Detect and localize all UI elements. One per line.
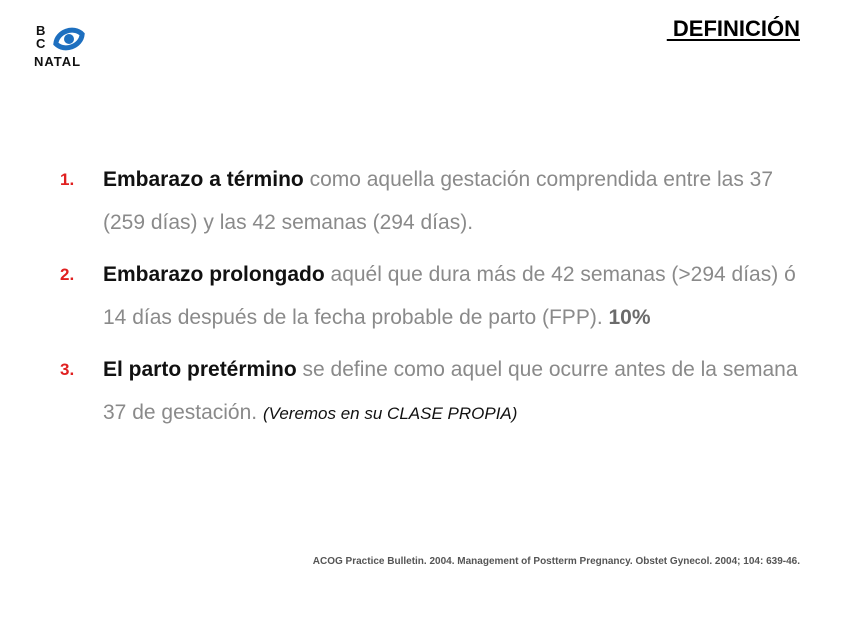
- item-number: 1.: [60, 170, 75, 189]
- logo-wordmark: NATAL: [34, 54, 82, 69]
- definition-list: [60, 158, 800, 444]
- item-number: 2.: [60, 265, 75, 284]
- logo-letter-c: C: [36, 36, 46, 51]
- item-text: [103, 158, 800, 244]
- item-definition: aquél que dura más de 42 semanas (>294 días) ó 14 días después de la fecha probable de parto (FPP).: [103, 263, 796, 329]
- item-note: (Veremos en su CLASE PROPIA): [262, 404, 518, 423]
- list-item: [60, 158, 800, 244]
- item-text: [103, 348, 800, 435]
- item-text: [103, 253, 800, 339]
- list-item: [60, 253, 800, 339]
- item-definition: como aquella gestación comprendida entre las 37 (259 días) y las 42 semanas (294 días).: [103, 168, 774, 234]
- list-item: [60, 348, 800, 435]
- reference-citation: ACOG Practice Bulletin. 2004. Management of Postterm Pregnancy. Obstet Gynecol. 2004; 104: 639-46.: [312, 556, 800, 567]
- item-term: Embarazo prolongado: [103, 263, 325, 286]
- eye-logo-icon: [52, 24, 86, 54]
- item-term: El parto pretérmino: [103, 358, 297, 381]
- item-percentage: 10%: [608, 306, 651, 329]
- logo-letters: [36, 24, 45, 50]
- page-title: DEFINICIÓN: [666, 16, 800, 41]
- bcnatal-logo: [34, 24, 104, 74]
- item-term: Embarazo a término: [103, 168, 304, 191]
- item-definition: se define como aquel que ocurre antes de la semana 37 de gestación.: [103, 358, 798, 424]
- item-number: 3.: [60, 360, 75, 379]
- logo-letter-b: B: [36, 23, 46, 38]
